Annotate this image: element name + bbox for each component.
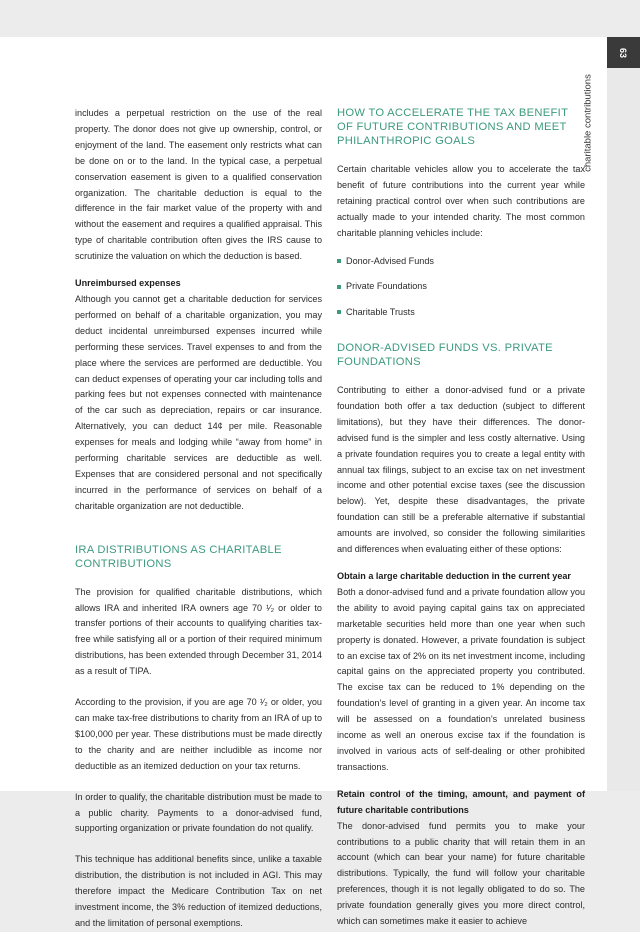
list-item-label: Private Foundations xyxy=(346,281,427,292)
chapter-label-text: charitable contributions xyxy=(582,74,594,172)
ira-paragraph-2: According to the provision, if you are age 70 ¹⁄₂ or older, you can make tax-free distributions to charity from an IRA of up to $100,000 per year. These distributions must be made directly to the charity and are neither includible as income nor deductible as an itemized deduction on your tax returns. xyxy=(75,697,322,771)
bullet-square-icon xyxy=(337,259,341,263)
ira-heading: IRA DISTRIBUTIONS AS CHARITABLE CONTRIBUTIONS xyxy=(75,543,282,570)
unreimbursed-paragraph: Although you cannot get a charitable deduction for services performed on behalf of a charitable organization, you may deduct incidental unreimbursed expenses incurred while performing these services. Travel expenses to and from the place where the services are performed are deductible. You can deduct expenses of operating your car including tolls and parking fees but not expenses connected with maintenance of the car such as depreciation, repairs or car insurance. Alternatively, you can deduct 14¢ per mile. Reasonable expenses for meals and lodging while “away from home” in performing charitable services are deductible as well. Expenses that are considered personal and not specifically incurred in the performance of services on behalf of a charitable organization are not deductible. xyxy=(75,293,322,511)
unreimbursed-heading: Unreimbursed expenses xyxy=(75,278,181,289)
page-number: 63 xyxy=(618,47,629,58)
bullet-square-icon xyxy=(337,285,341,289)
bullet-square-icon xyxy=(337,310,341,314)
daf-paragraph: Contributing to either a donor-advised fund or a private foundation both offer a tax deduction (subject to different limitations), but they have their differences. The donor-advised fund is the simpler and less costly alternative. Using a private foundation requires you to create a legal entity with annual tax filings, subject to an excise tax on net investment income and other potential excise taxes (see the discussion below). Yet, despite these disadvantages, the private foundation can still be a preferable alternative if substantial amounts are involved, so consider the following similarities and differences when evaluating either of these options: xyxy=(337,385,585,555)
retain-control-paragraph: The donor-advised fund permits you to make your contributions to a public charity that will retain them in an account (which can bear your name) for future charitable distributions. Typically, the fund will follow your charitable preferences, though it is not legally obligated to do so. The private foundation generally gives you more direct control, which can sometimes make it easier to achieve xyxy=(337,820,585,927)
list-item-label: Donor-Advised Funds xyxy=(346,255,434,266)
ira-paragraph-3: In order to qualify, the charitable distribution must be made to a public charity. Payments to a donor-advised fund, supporting organization or private foundation do not qualify. xyxy=(75,791,322,834)
accelerate-paragraph: Certain charitable vehicles allow you to accelerate the tax benefit of future contributions into the current year while retaining practical control over when such contributions are actually made to your intended charity. The most common charitable planning vehicles include: xyxy=(337,164,585,238)
list-item xyxy=(337,254,585,270)
vehicles-list xyxy=(337,254,585,321)
large-deduction-paragraph: Both a donor-advised fund and a private foundation allow you the ability to avoid paying capital gains tax on appreciated marketable securities held more than one year when such property is donated. However, a private foundation is subject to an excise tax of 2% on its net investment income, including capital gains on the appreciated property you contributed. The excise tax can be reduced to 1% depending on the foundation’s level of granting in a given year. An income tax will be assessed on a foundation’s unrelated business income as well an onerous excise tax if the foundation is involved in various acts of self-dealing or other prohibited transactions. xyxy=(337,586,585,772)
retain-control-heading: Retain control of the timing, amount, and payment of future charitable contributions xyxy=(337,788,585,815)
large-deduction-heading: Obtain a large charitable deduction in the current year xyxy=(337,571,571,581)
daf-heading: DONOR-ADVISED FUNDS VS. PRIVATE FOUNDATIONS xyxy=(337,342,553,369)
accelerate-heading: HOW TO ACCELERATE THE TAX BENEFIT OF FUTURE CONTRIBUTIONS AND MEET PHILANTHROPIC GOALS xyxy=(337,107,569,147)
list-item xyxy=(337,279,585,295)
left-column xyxy=(75,106,322,932)
ira-paragraph-4: This technique has additional benefits since, unlike a taxable distribution, the distribution is not included in AGI. This may therefore impact the Medicare Contribution Tax on net investment income, the 3% reduction of itemized deductions, and the limitation of personal exemptions. xyxy=(75,854,322,928)
list-item-label: Charitable Trusts xyxy=(346,306,415,317)
list-item xyxy=(337,305,585,321)
ira-paragraph-1: The provision for qualified charitable distributions, which allows IRA and inherited IRA owners age 70 ¹⁄₂ or older to transfer portions of their accounts to qualifying charities tax-free while satisfying all or a portion of their required minimum distributions, has been extended through December 31, 2014 as a result of TIPA. xyxy=(75,586,322,677)
side-tab-strip xyxy=(607,37,640,791)
easement-paragraph: includes a perpetual restriction on the use of the real property. The donor does not give up ownership, control, or enjoyment of the land. The easement only restricts what can be done on or to the land. In the typical case, a perpetual conservation easement is given to a qualified conservation organization. The charitable deduction is equal to the difference in the fair market value of the property with and without the easement and requires a qualified appraisal. This type of charitable contribution often gives the IRS cause to scrutinize the valuation on which the deduction is based. xyxy=(75,108,322,262)
page-number-tab xyxy=(607,37,640,68)
right-column xyxy=(337,106,585,930)
